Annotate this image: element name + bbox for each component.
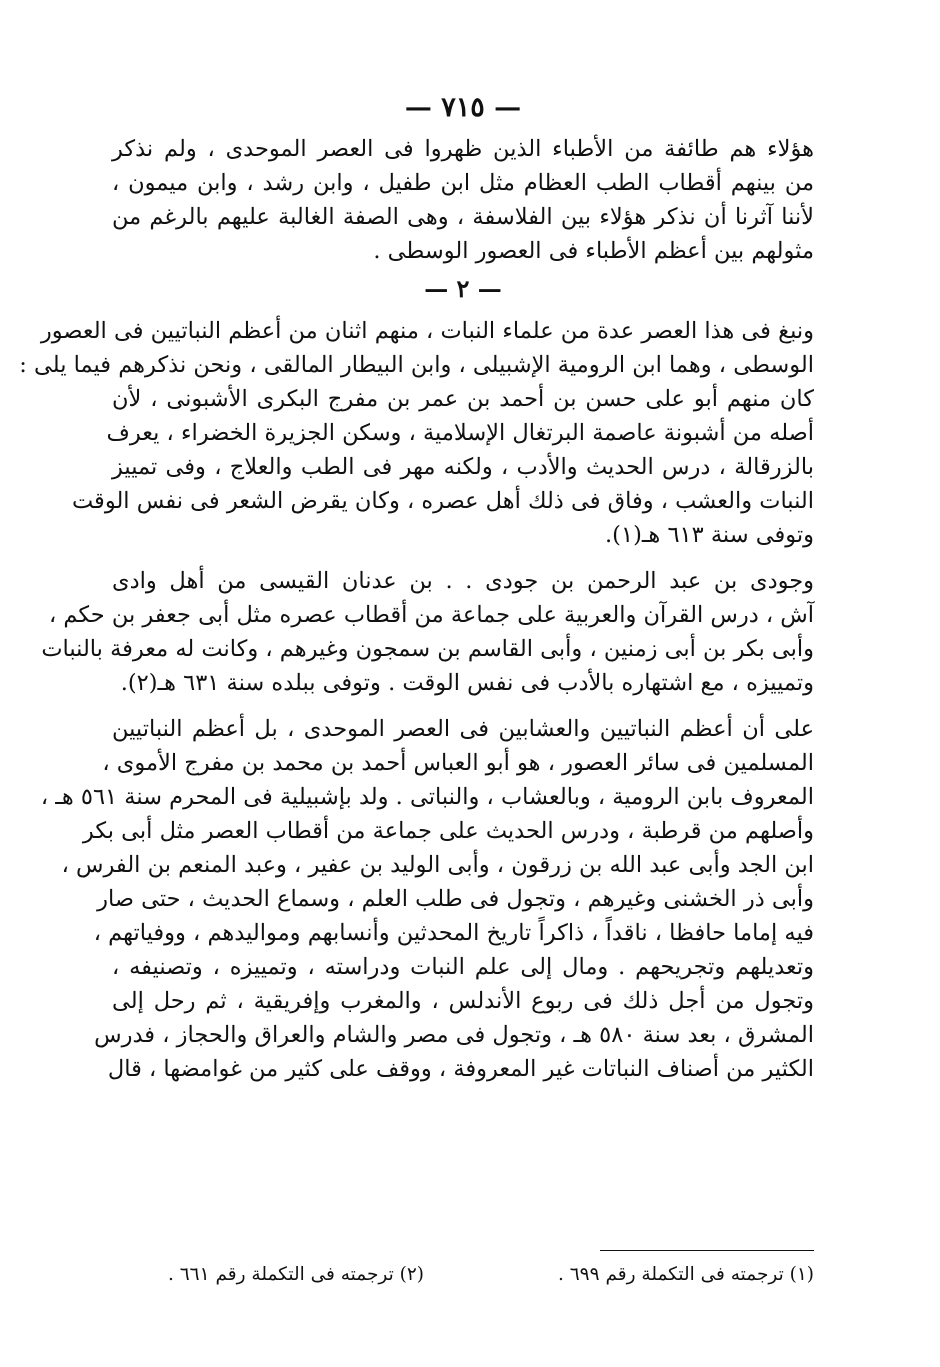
text-line: المشرق ، بعد سنة ٥٨٠ هـ ، وتجول فى مصر والشام والعراق والحجاز ، فدرس	[94, 1022, 814, 1048]
text-line: آش ، درس القرآن والعربية على جماعة من أقطاب عصره مثل أبى جعفر بن حكم ،	[48, 602, 814, 628]
section-marker: — ٢ —	[424, 274, 502, 303]
text-line: وتعديلهم وتجريحهم . ومال إلى علم النبات ودراسته ، وتمييزه ، وتصنيفه ،	[112, 954, 814, 980]
paragraph-4	[41, 564, 814, 700]
footnote-1: (١) ترجمته فى التكملة رقم ٦٩٩ .	[557, 1264, 814, 1285]
paragraph-5	[40, 712, 814, 1086]
text-line: مثولهم بين أعظم الأطباء فى العصور الوسطى .	[373, 238, 814, 264]
text-line: الوسطى ، وهما ابن الرومية الإشبيلى ، وابن البيطار المالقى ، ونحن نذكرهم فيما يلى :	[19, 352, 814, 378]
text-line: المعروف بابن الرومية ، وبالعشاب ، والنباتى . ولد بإشبيلية فى المحرم سنة ٥٦١ هـ ،	[40, 784, 814, 810]
text-line: هؤلاء هم طائفة من الأطباء الذين ظهروا فى العصر الموحدى ، ولم نذكر	[112, 136, 814, 162]
footnote-divider	[600, 1250, 814, 1251]
text-line: من بينهم أقطاب الطب العظام مثل ابن طفيل ، وابن رشد ، وابن ميمون ،	[112, 170, 814, 196]
footnote-2: (٢) ترجمته فى التكملة رقم ٦٦١ .	[167, 1264, 424, 1285]
paragraph-3	[71, 382, 814, 552]
text-line: وأبى بكر بن أبى زمنين ، وأبى القاسم بن سمجون وغيرهم ، وكانت له معرفة بالنبات	[41, 636, 814, 662]
text-line: ابن الجد وأبى عبد الله بن زرقون ، وأبى الوليد بن عفير ، وعبد المنعم بن الفرس ،	[61, 852, 814, 878]
text-line: وأبى ذر الخشنى وغيرهم ، وتجول فى طلب العلم ، وسماع الحديث ، حتى صار	[97, 886, 814, 912]
text-line: وجودى بن عبد الرحمن بن جودى . . بن عدنان القيسى من أهل وادى	[112, 568, 814, 594]
text-line: أصله من أشبونة عاصمة البرتغال الإسلامية ، وسكن الجزيرة الخضراء ، يعرف	[106, 420, 814, 446]
text-line: وتوفى سنة ٦١٣ هـ(١).	[605, 522, 814, 548]
text-line: وأصلهم من قرطبة ، ودرس الحديث على جماعة من أقطاب العصر مثل أبى بكر	[82, 818, 814, 844]
text-line: الكثير من أصناف النباتات غير المعروفة ، ووقف على كثير من غوامضها ، قال	[107, 1056, 814, 1082]
book-page	[19, 88, 814, 1086]
text-line: بالزرقالة ، درس الحديث والأدب ، ولكنه مهر فى الطب والعلاج ، وفى تمييز	[112, 454, 814, 480]
page-number: — ٧١٥ —	[404, 92, 522, 123]
text-line: كان منهم أبو على حسن بن أحمد بن عمر بن مفرج البكرى الأشبونى ، لأن	[112, 386, 814, 412]
text-line: على أن أعظم النباتيين والعشابين فى العصر الموحدى ، بل أعظم النباتيين	[112, 716, 814, 742]
paragraph-2	[19, 314, 814, 382]
text-line: وتجول من أجل ذلك فى ربوع الأندلس ، والمغرب وإفريقية ، ثم رحل إلى	[112, 988, 814, 1014]
text-line: وتمييزه ، مع اشتهاره بالأدب فى نفس الوقت . وتوفى ببلده سنة ٦٣١ هـ(٢).	[120, 670, 814, 696]
text-line: النبات والعشب ، وفاق فى ذلك أهل عصره ، وكان يقرض الشعر فى نفس الوقت	[71, 488, 814, 514]
text-line: المسلمين فى سائر العصور ، هو أبو العباس أحمد بن محمد بن مفرج الأموى ،	[102, 750, 814, 776]
text-line: ونبغ فى هذا العصر عدة من علماء النبات ، منهم اثنان من أعظم النباتيين فى العصور	[40, 318, 814, 344]
text-line: فيه إماما حافظا ، ناقداً ، ذاكراً تاريخ المحدثين وأنسابهم ومواليدهم ، ووفياتهم ،	[93, 920, 814, 946]
text-line: لأننا آثرنا أن نذكر هؤلاء بين الفلاسفة ، وهى الصفة الغالبة عليهم بالرغم من	[112, 204, 814, 230]
paragraph-1	[112, 132, 814, 268]
